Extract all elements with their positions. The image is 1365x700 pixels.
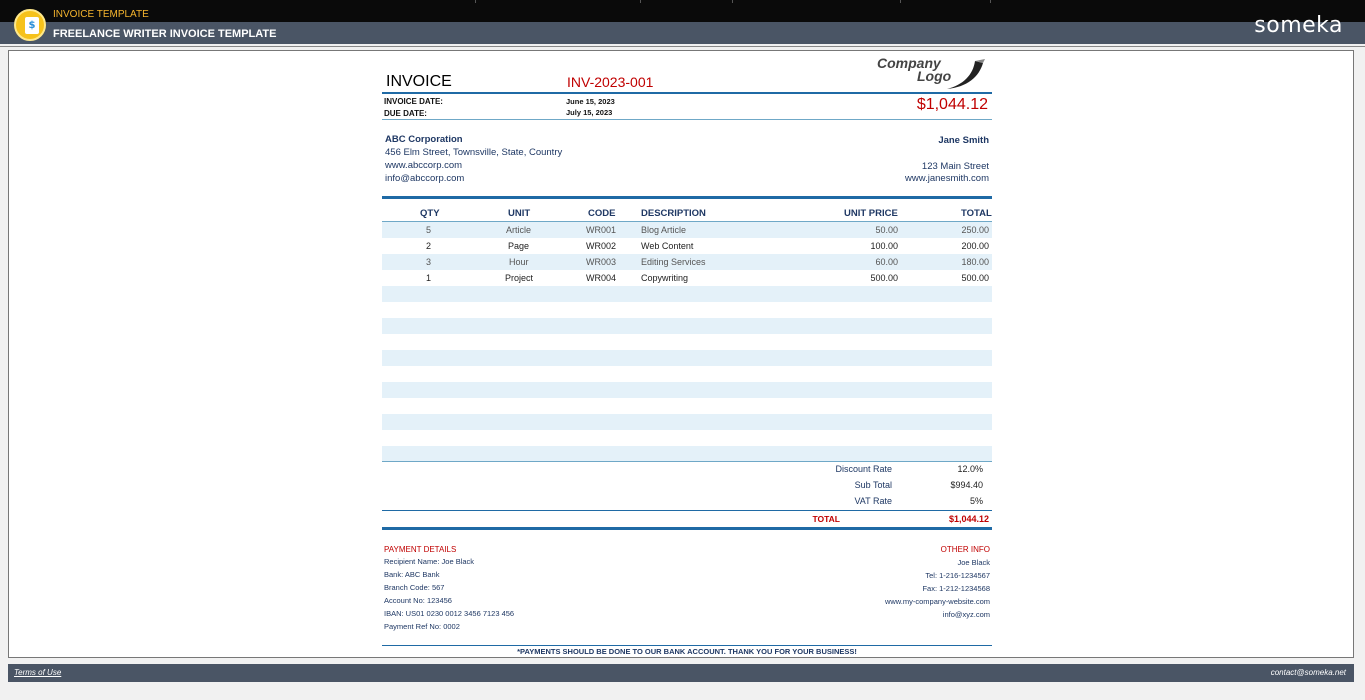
bottom-bar xyxy=(8,664,1354,682)
payment-recipient[interactable]: Recipient Name: Joe Black xyxy=(384,557,475,566)
invoice-title: INVOICE xyxy=(386,73,452,90)
cell-unit[interactable]: Page xyxy=(508,241,530,251)
subtotal-label: Sub Total xyxy=(854,480,892,490)
payment-details-heading: PAYMENT DETAILS xyxy=(384,545,457,554)
client-website[interactable]: www.abccorp.com xyxy=(385,160,463,171)
cell-qty[interactable]: 1 xyxy=(426,273,432,283)
cell-unit-price[interactable]: 60.00 xyxy=(875,257,898,267)
vat-label: VAT Rate xyxy=(854,496,892,506)
summary-rule xyxy=(382,510,992,511)
invoice-number[interactable]: INV-2023-001 xyxy=(567,74,654,90)
table-row[interactable] xyxy=(382,270,992,286)
table-bottom-rule xyxy=(382,461,992,462)
client-address[interactable]: 456 Elm Street, Townsville, State, Country xyxy=(385,147,563,158)
grid-tick xyxy=(990,0,991,3)
col-header-unit: UNIT xyxy=(508,208,531,219)
parties-rule xyxy=(382,196,992,199)
table-row[interactable] xyxy=(382,238,992,254)
payment-branch[interactable]: Branch Code: 567 xyxy=(384,583,445,592)
grid-tick xyxy=(475,0,476,3)
client-name[interactable]: ABC Corporation xyxy=(385,134,463,145)
cell-total: 500.00 xyxy=(961,273,989,283)
invoice-amount: $1,044.12 xyxy=(916,96,988,113)
subtotal-value: $994.40 xyxy=(950,480,983,490)
empty-row[interactable] xyxy=(382,366,992,382)
total-label: TOTAL xyxy=(812,514,840,524)
grid-tick xyxy=(900,0,901,3)
empty-row[interactable] xyxy=(382,382,992,398)
company-logo[interactable] xyxy=(865,55,990,91)
empty-row[interactable] xyxy=(382,430,992,446)
sender-website[interactable]: www.janesmith.com xyxy=(905,173,989,184)
other-fax[interactable]: Fax: 1-212-1234568 xyxy=(922,584,990,593)
terms-of-use-link[interactable]: Terms of Use xyxy=(14,668,62,677)
total-value: $1,044.12 xyxy=(948,514,989,524)
other-info-heading: OTHER INFO xyxy=(940,545,990,554)
sender-address[interactable]: 123 Main Street xyxy=(921,161,989,172)
contact-email-link[interactable]: contact@someka.net xyxy=(1270,668,1346,677)
client-email[interactable]: info@abccorp.com xyxy=(385,173,465,184)
discount-label: Discount Rate xyxy=(835,464,892,474)
grid-tick xyxy=(732,0,733,3)
cell-description[interactable]: Editing Services xyxy=(641,257,706,267)
grid-tick xyxy=(640,0,641,3)
table-row[interactable] xyxy=(382,222,992,238)
cell-unit[interactable]: Hour xyxy=(509,257,529,267)
col-header-total: TOTAL xyxy=(961,208,992,219)
cell-qty[interactable]: 2 xyxy=(426,241,432,251)
payment-account[interactable]: Account No: 123456 xyxy=(384,596,452,605)
payment-ref[interactable]: Payment Ref No: 0002 xyxy=(384,622,460,631)
cell-code[interactable]: WR002 xyxy=(586,241,617,251)
payment-note: *PAYMENTS SHOULD BE DONE TO OUR BANK ACCOUNT. THANK YOU FOR YOUR BUSINESS! xyxy=(517,647,857,656)
cell-total: 180.00 xyxy=(961,257,989,267)
empty-row[interactable] xyxy=(382,302,992,318)
due-date-value[interactable]: July 15, 2023 xyxy=(566,108,613,117)
invoice-date-label: INVOICE DATE: xyxy=(384,97,443,106)
vat-value[interactable]: 5% xyxy=(969,496,983,506)
other-email[interactable]: info@xyz.com xyxy=(942,610,990,619)
cell-unit-price[interactable]: 100.00 xyxy=(870,241,898,251)
other-website[interactable]: www.my-company-website.com xyxy=(884,597,990,606)
invoice-dollar-icon: $ xyxy=(14,9,46,41)
table-row[interactable] xyxy=(382,254,992,270)
col-header-qty: QTY xyxy=(420,208,440,219)
cell-code[interactable]: WR003 xyxy=(586,257,617,267)
sender-name[interactable]: Jane Smith xyxy=(938,135,989,146)
cell-qty[interactable]: 5 xyxy=(426,225,432,235)
cell-unit[interactable]: Article xyxy=(506,225,532,235)
col-header-unit-price: UNIT PRICE xyxy=(844,208,898,219)
total-rule xyxy=(382,527,992,530)
app-label: INVOICE TEMPLATE xyxy=(53,9,149,20)
logo-swoosh-icon xyxy=(945,57,987,91)
cell-code[interactable]: WR004 xyxy=(586,273,617,283)
cell-description[interactable]: Copywriting xyxy=(641,273,689,283)
invoice-date-value[interactable]: June 15, 2023 xyxy=(566,97,615,106)
cell-total: 200.00 xyxy=(961,241,989,251)
discount-value[interactable]: 12.0% xyxy=(957,464,983,474)
cell-description[interactable]: Web Content xyxy=(641,241,694,251)
empty-row[interactable] xyxy=(382,414,992,430)
other-tel[interactable]: Tel: 1-216-1234567 xyxy=(925,571,990,580)
due-date-label: DUE DATE: xyxy=(384,109,427,118)
cell-total: 250.00 xyxy=(961,225,989,235)
payment-iban[interactable]: IBAN: US01 0230 0012 3456 7123 456 xyxy=(384,609,515,618)
date-rule xyxy=(382,119,992,120)
logo-text-logo: Logo xyxy=(917,68,952,84)
sheet-divider xyxy=(0,46,1365,47)
header-rule xyxy=(382,92,992,94)
header-top-band xyxy=(0,0,1365,22)
empty-row[interactable] xyxy=(382,318,992,334)
col-header-code: CODE xyxy=(588,208,616,219)
someka-brand-logo[interactable]: someka xyxy=(1254,13,1343,38)
cell-unit[interactable]: Project xyxy=(505,273,534,283)
payment-bank[interactable]: Bank: ABC Bank xyxy=(384,570,440,579)
cell-code[interactable]: WR001 xyxy=(586,225,617,235)
empty-row[interactable] xyxy=(382,398,992,414)
footer-rule xyxy=(382,645,992,646)
cell-unit-price[interactable]: 500.00 xyxy=(870,273,898,283)
logo-text-company: Company xyxy=(877,55,941,71)
empty-row[interactable] xyxy=(382,334,992,350)
cell-description[interactable]: Blog Article xyxy=(641,225,687,235)
col-header-description: DESCRIPTION xyxy=(641,208,706,219)
empty-row[interactable] xyxy=(382,350,992,366)
empty-row[interactable] xyxy=(382,286,992,302)
cell-unit-price[interactable]: 50.00 xyxy=(875,225,898,235)
cell-qty[interactable]: 3 xyxy=(426,257,432,267)
empty-row[interactable] xyxy=(382,446,992,462)
template-title: FREELANCE WRITER INVOICE TEMPLATE xyxy=(53,28,277,40)
other-name[interactable]: Joe Black xyxy=(957,558,990,567)
